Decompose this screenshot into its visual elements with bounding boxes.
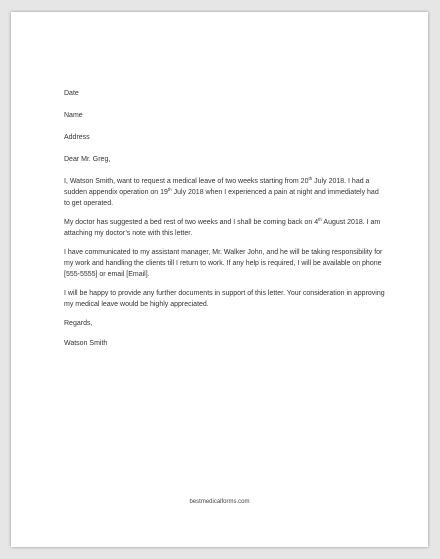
paragraph-closing-request: I will be happy to provide any further documents in support of this letter. Your consideration in approving my medical leave would be highly appreciated. (64, 290, 385, 308)
paragraph-handover: I have communicated to my assistant manager, Mr. Walker John, and he will be taking responsibility for my work and handling the clients till I return to work. If any help is required, I will be available on phone [555-5555] or email [Email]. (64, 249, 383, 278)
address-label: Address (64, 134, 90, 141)
paragraph-1-text-b: July 2018. I had a sudden appendix operation on 19 (64, 178, 370, 196)
paragraph-2-text-a: My doctor has suggested a bed rest of two weeks and I shall be coming back on 4 (64, 219, 319, 226)
letter-body (64, 88, 386, 349)
paragraph-1-text-a: I, Watson Smith, want to request a medical leave of two weeks starting from 20 (64, 178, 309, 185)
paragraph-doctor-note (64, 217, 386, 239)
name-label: Name (64, 112, 83, 119)
letter-page (11, 12, 428, 547)
salutation: Dear Mr. Greg, (64, 156, 111, 163)
ordinal-suffix: th (318, 217, 322, 222)
paragraph-leave-request (64, 176, 386, 209)
date-label: Date (64, 90, 79, 97)
footer-website: bestmedicalforms.com (189, 499, 250, 505)
paragraph-2-text-b: August 2018. I am attaching my doctor’s note with this letter. (64, 219, 381, 237)
ordinal-suffix: th (167, 187, 172, 192)
paragraph-1-text-c: July 2018 when I experienced a pain at night and immediately had to get operated. (64, 189, 379, 207)
signature-name: Watson Smith (64, 340, 108, 347)
closing-line: Regards, (64, 320, 93, 327)
ordinal-suffix: th (308, 176, 313, 181)
